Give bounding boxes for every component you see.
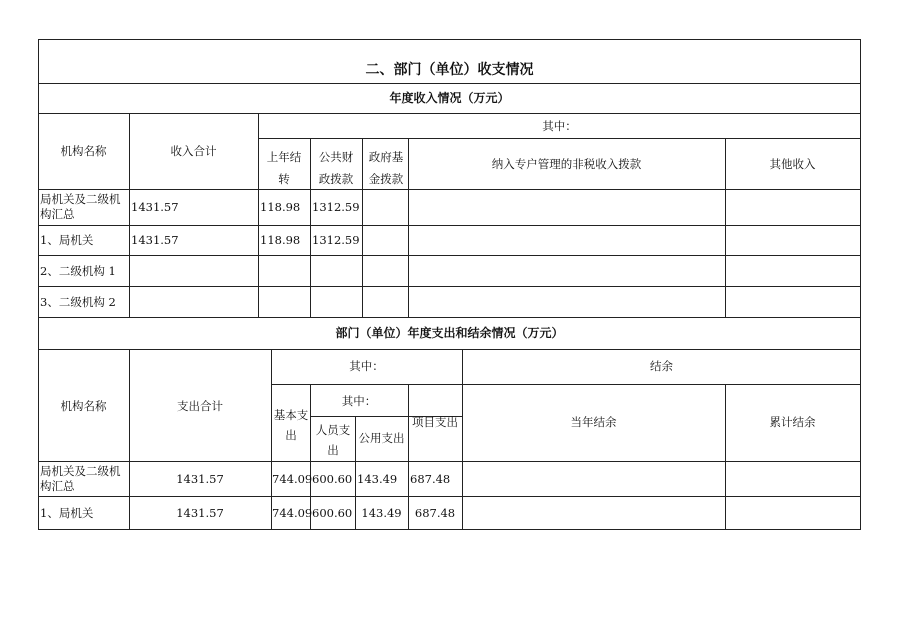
expense-row-total: 1431.57: [176, 506, 224, 520]
income-row-org: 局机关及二级机构汇总: [40, 192, 121, 221]
income-header-gov-fund: 政府基金拨款: [368, 150, 404, 186]
income-row-total: 1431.57: [131, 233, 179, 247]
expense-header-cumulative-balance: 累计结余: [769, 415, 816, 429]
income-row-total: 1431.57: [131, 200, 179, 214]
expense-row-org: 1、局机关: [40, 506, 94, 520]
rule-expense-row-1: [38, 496, 861, 497]
expense-row-project: 687.48: [410, 472, 451, 486]
income-header-nontax: 纳入专户管理的非税收入拨款: [491, 157, 642, 171]
expense-header-current-balance: 当年结余: [570, 415, 617, 429]
income-header-among: 其中：: [542, 119, 577, 133]
rule-below-income-title: [38, 113, 861, 114]
expense-header-project: 项目支出: [412, 415, 458, 429]
income-header-other: 其他收入: [769, 157, 816, 171]
expense-header-total: 支出合计: [177, 399, 223, 413]
income-col-sep-4: [362, 138, 363, 318]
income-row-org: 2、二级机构 1: [40, 264, 116, 278]
income-row-fiscal: 1312.59: [312, 233, 360, 247]
income-header-fiscal: 公共财政拨款: [318, 150, 354, 186]
expense-section-title: 部门（单位）年度支出和结余情况（万元）: [335, 326, 564, 340]
income-header-total: 收入合计: [170, 144, 217, 158]
rule-income-row-4: [38, 317, 861, 318]
income-row-org: 3、二级机构 2: [40, 295, 116, 309]
expense-header-personnel: 人员支出: [315, 423, 351, 457]
expense-header-balance: 结余: [650, 359, 673, 373]
income-header-carryover: 上年结转: [266, 150, 302, 186]
expense-header-org: 机构名称: [60, 399, 107, 413]
table-border-top: [38, 39, 861, 40]
expense-row-total: 1431.57: [176, 472, 224, 486]
rule-below-title: [38, 83, 861, 84]
table-border-right: [860, 39, 861, 530]
income-col-sep-3: [310, 138, 311, 318]
income-header-org: 机构名称: [60, 144, 107, 158]
income-row-org: 1、局机关: [40, 233, 94, 247]
expense-row-personnel: 600.60: [312, 506, 353, 520]
expense-row-org: 局机关及二级机构汇总: [40, 464, 121, 493]
expense-header-basic: 基本支出: [273, 408, 309, 442]
expense-col-sep-7: [725, 384, 726, 530]
table-border-bottom: [38, 529, 861, 530]
rule-below-expense-title: [38, 349, 861, 350]
rule-income-row-2: [38, 255, 861, 256]
rule-income-header-bottom: [38, 189, 861, 190]
page-title: 二、部门（单位）收支情况: [365, 62, 534, 78]
table-border-left: [38, 39, 39, 530]
expense-row-basic: 744.09: [272, 472, 313, 486]
income-row-fiscal: 1312.59: [312, 200, 360, 214]
expense-row-public: 143.49: [361, 506, 402, 520]
income-row-carryover: 118.98: [260, 233, 301, 247]
rule-income-row-3: [38, 286, 861, 287]
income-row-carryover: 118.98: [260, 200, 301, 214]
income-section-title: 年度收入情况（万元）: [389, 91, 510, 105]
expense-row-project: 687.48: [414, 506, 456, 520]
expense-row-personnel: 600.60: [312, 472, 353, 486]
rule-expense-header-bottom: [38, 461, 861, 462]
expense-row-basic: 744.09: [272, 506, 313, 520]
expense-col-sep-1: [129, 349, 130, 530]
expense-header-among-inner: 其中：: [341, 394, 377, 408]
rule-below-income-among: [258, 138, 861, 139]
expense-row-public: 143.49: [357, 472, 398, 486]
rule-income-row-1: [38, 225, 861, 226]
expense-header-among: 其中：: [349, 359, 384, 373]
expense-header-public: 公用支出: [358, 431, 405, 445]
income-col-sep-2: [258, 113, 259, 318]
expense-col-sep-6: [462, 349, 463, 530]
rule-below-expense-among: [271, 384, 861, 385]
